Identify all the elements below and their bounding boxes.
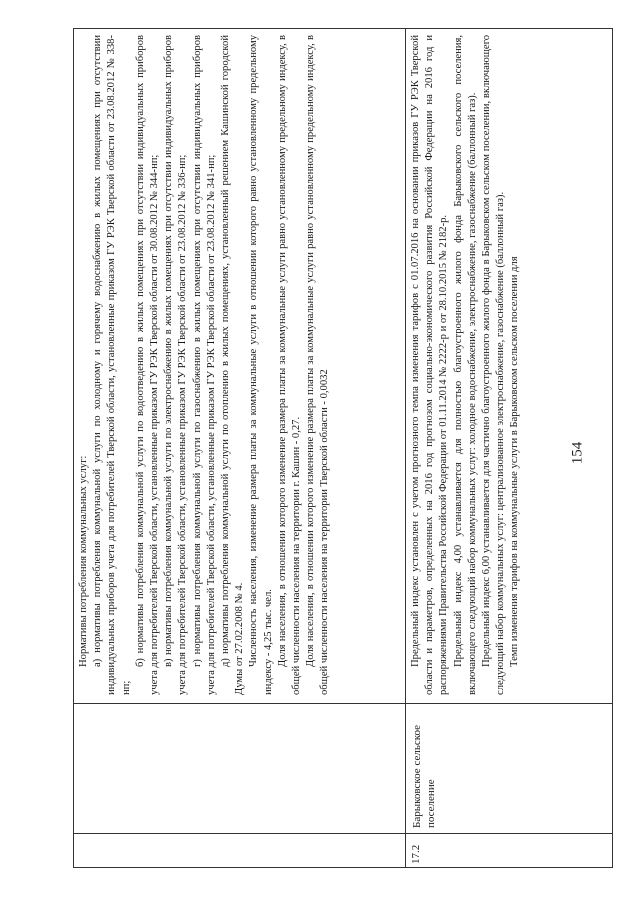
paragraph: б) нормативы потребления коммунальной услуги по водоотведению в жилых помещениях при отсутствии индивидуальных приборов учета для потребителей Тверской области, установленные приказом ГУ РЭК Тверской области от 30.08.2012 № 344-нп; (134, 35, 161, 695)
paragraph: в) нормативы потребления коммунальной услуги по электроснабжению в жилых помещениях при отсутствии индивидуальных приборов учета для потребителей Тверской области, установленные приказом ГУ РЭК Тверской области от 23.08.2012 № 336-нп; (163, 35, 189, 695)
paragraph: Нормативы потребления коммунальных услуг: (78, 455, 89, 667)
settlement-name-cell (74, 703, 405, 833)
paragraph: Доля населения, в отношении которого изменение размера платы за коммунальные услуги равно установленному предельному индексу, в общей численности населения на территории Тверской области - 0,0032 (305, 35, 331, 695)
paragraph: Темп изменения тарифов на коммунальные услуги в Барыковском сельском поселении для (509, 256, 521, 667)
paragraph: Предельный индекс установлен с учетом прогнозного темпа изменения тарифов с 01.07.2016 на основании приказов ГУ РЭК Тверской области и параметров, определенных на 2016 год прогнозом социально-экономического развития Российской Федерации на 2016 год и распоряжениями Правительства Российской Федерации от 01.11.2014 № 2222-р и от 28.10.2015 № 2182-р. (410, 35, 450, 695)
table-row (405, 28, 613, 868)
paragraph: Доля населения, в отношении которого изменение размера платы за коммунальные услуги равно установленному предельному индексу, в общей численности населения на территории г. Кашин - 0,27. (276, 35, 303, 695)
paragraph: а) нормативы потребления коммунальной услуги по холодному и горячему водоснабжению в жилых помещениях при отсутствии индивидуальных приборов учета для потребителей Тверской области, установленные приказом ГУ РЭК Тверской области от 23.08.2012 № 338-нп; (92, 35, 132, 695)
row-number-cell: 17.2 (406, 833, 612, 867)
settlement-name-cell: Барыковское сельское поселение (406, 703, 612, 833)
description-cell (406, 29, 612, 703)
page-number: 154 (569, 441, 586, 465)
paragraph: Численность населения, изменение размера платы за коммунальные услуги в отношении которого равно установленному предельному индексу - 4,25 тыс. чел. (248, 35, 274, 695)
paragraph: Предельный индекс 6,00 устанавливается для частично благоустроенного жилого фонда в Барыковском сельском поселении, включающего следующий набор коммунальных услуг: централизованное электроснабжение, газоснабжение (баллонный газ). (481, 35, 507, 695)
paragraph: г) нормативы потребления коммунальной услуги по газоснабжению в жилых помещениях при отсутствии индивидуальных приборов учета для потребителей Тверской области, установленные приказом ГУ РЭК Тверской области от 23.08.2012 № 341-нп; (191, 35, 217, 695)
row-number-cell (74, 833, 405, 867)
table-row (73, 28, 405, 868)
rotated-table (73, 28, 613, 868)
description-cell (74, 29, 405, 703)
paragraph: д) нормативы потребления коммунальной услуги по отоплению в жилых помещениях, установленный решением Кашинской городской Думы от 27.02.2008 № 4. (220, 35, 246, 695)
paragraph: Предельный индекс 4,00 устанавливается для полностью благоустроенного жилого фонда Барыковского сельского поселения, включающего следующий набор коммунальных услуг: холодное водоснабжение, электроснабжение, газоснабжение (баллонный газ). (452, 35, 478, 695)
